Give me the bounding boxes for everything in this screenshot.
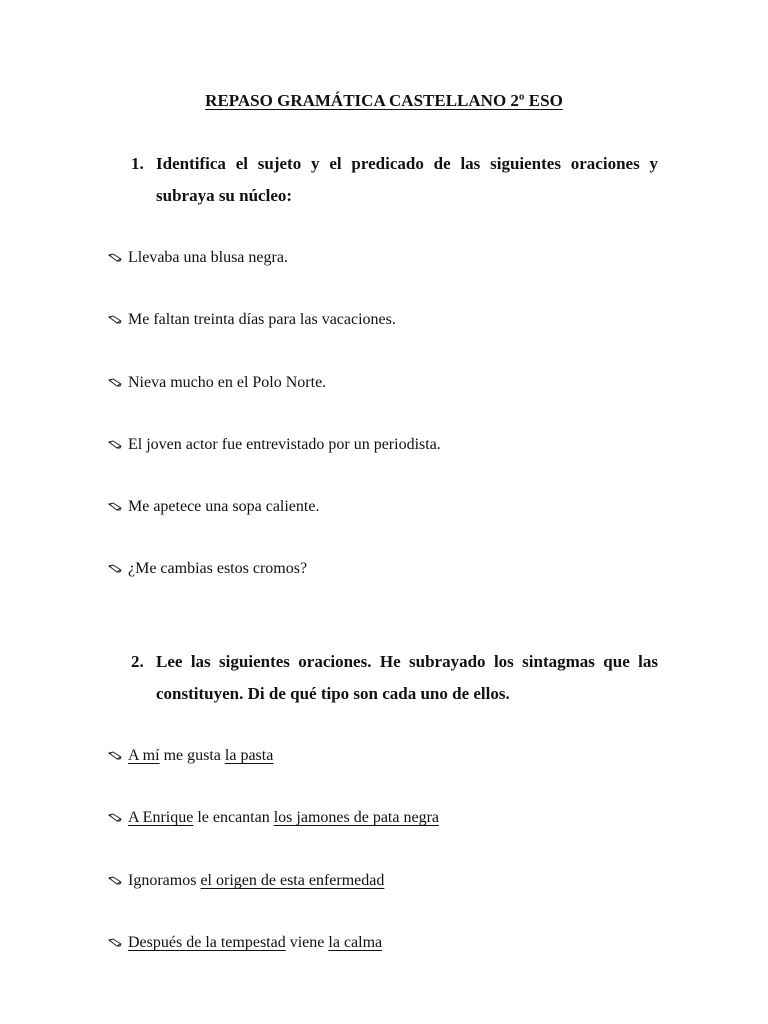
document-title: REPASO GRAMÁTICA CASTELLANO 2º ESO	[205, 91, 563, 110]
underlined-phrase: la pasta	[224, 747, 274, 764]
question-1-number: 1.	[131, 154, 144, 173]
q1-item-1	[108, 248, 288, 268]
writing-hand-icon	[108, 502, 122, 512]
writing-hand-icon	[108, 751, 122, 761]
question-1	[131, 148, 658, 212]
q2-item-2	[108, 808, 439, 828]
question-2	[131, 646, 658, 710]
q1-item-4	[108, 435, 441, 455]
q1-item-3	[108, 373, 326, 393]
q2-item-3	[108, 871, 384, 891]
underlined-phrase: A Enrique	[128, 809, 194, 826]
underlined-phrase: la calma	[328, 934, 383, 951]
q1-item-5	[108, 497, 319, 517]
writing-hand-icon	[108, 315, 122, 325]
q2-item-1	[108, 746, 273, 766]
writing-hand-icon	[108, 440, 122, 450]
sentence-text: Me faltan treinta días para las vacaciones.	[128, 311, 396, 328]
plain-phrase: viene	[285, 934, 329, 951]
underlined-phrase: A mí	[128, 747, 160, 764]
q1-item-2	[108, 310, 396, 330]
underlined-phrase: el origen de esta enfermedad	[200, 872, 385, 889]
q1-item-6	[108, 559, 307, 579]
writing-hand-icon	[108, 876, 122, 886]
plain-phrase: me gusta	[159, 747, 225, 764]
plain-phrase: Ignoramos	[128, 872, 201, 889]
sentence-text: ¿Me cambias estos cromos?	[128, 560, 308, 577]
underlined-phrase: Después de la tempestad	[128, 934, 286, 951]
sentence-text: El joven actor fue entrevistado por un periodista.	[128, 436, 441, 453]
sentence-text: Llevaba una blusa negra.	[128, 249, 288, 266]
sentence-text: Nieva mucho en el Polo Norte.	[128, 374, 327, 391]
q2-item-4	[108, 933, 382, 953]
question-2-number: 2.	[131, 652, 144, 671]
question-2-text: Lee las siguientes oraciones. He subrayado los sintagmas que las constituyen. Di de qué tipo son cada uno de ellos.	[156, 652, 658, 703]
writing-hand-icon	[108, 564, 122, 574]
writing-hand-icon	[108, 253, 122, 263]
question-1-text: Identifica el sujeto y el predicado de las siguientes oraciones y subraya su núcleo:	[156, 154, 658, 205]
sentence-text: Me apetece una sopa caliente.	[128, 498, 320, 515]
writing-hand-icon	[108, 813, 122, 823]
underlined-phrase: los jamones de pata negra	[273, 809, 440, 826]
plain-phrase: le encantan	[193, 809, 274, 826]
writing-hand-icon	[108, 378, 122, 388]
writing-hand-icon	[108, 938, 122, 948]
